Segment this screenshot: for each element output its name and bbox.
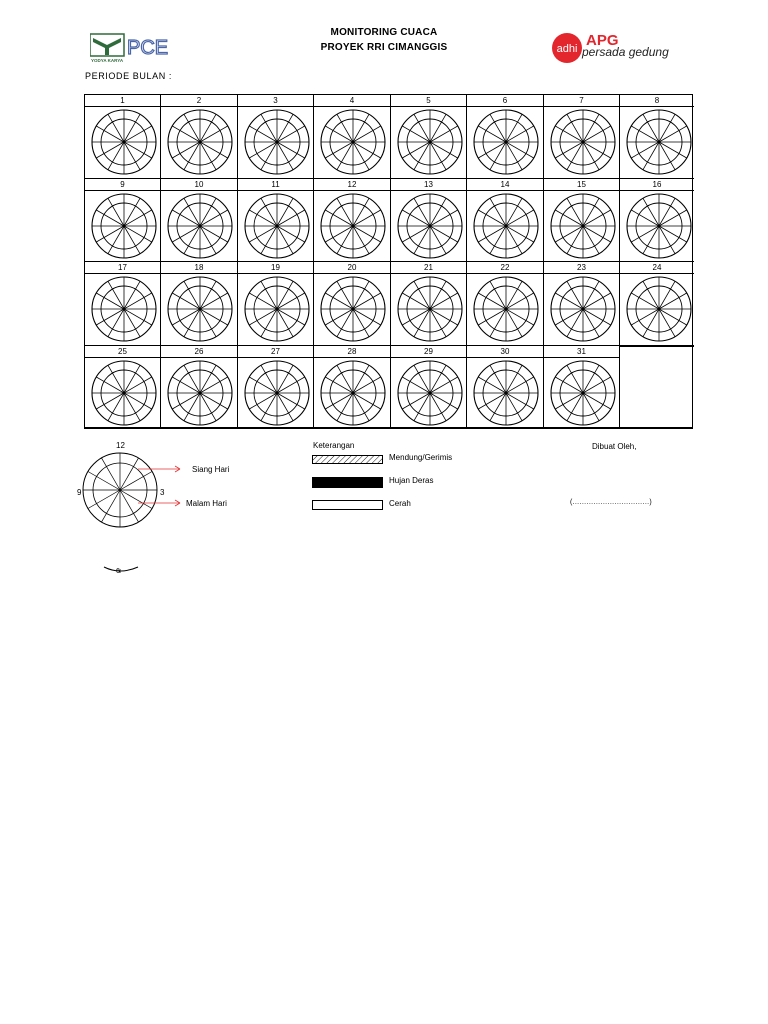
calendar-day-cell: [161, 179, 238, 262]
legend-label-hujan: Hujan Deras: [389, 476, 434, 485]
weather-clock-dial[interactable]: [320, 360, 386, 426]
calendar-day-cell: [544, 262, 620, 346]
day-number: 4: [314, 95, 390, 107]
day-number: 6: [467, 95, 543, 107]
day-number: 12: [314, 179, 390, 191]
day-number: 19: [238, 262, 313, 274]
clock-bottom-arc: [102, 565, 142, 577]
night-label: Malam Hari: [186, 499, 227, 508]
day-number: 7: [544, 95, 619, 107]
day-number: 20: [314, 262, 390, 274]
day-number: 25: [85, 346, 160, 358]
calendar-day-cell: [620, 262, 694, 346]
weather-clock-dial[interactable]: [626, 193, 692, 259]
calendar-day-cell: [620, 179, 694, 262]
weather-clock-dial[interactable]: [244, 193, 310, 259]
weather-clock-dial[interactable]: [167, 276, 233, 342]
day-number: 14: [467, 179, 543, 191]
weather-clock-dial[interactable]: [91, 360, 157, 426]
swatch-hujan: [312, 477, 383, 488]
legend-label-mendung: Mendung/Gerimis: [389, 453, 453, 462]
calendar-day-cell: [85, 346, 161, 429]
adhi-persada-gedung-logo: [552, 31, 686, 65]
weather-clock-dial[interactable]: [473, 109, 539, 175]
calendar-day-cell: [467, 262, 544, 346]
calendar-day-cell: [391, 179, 467, 262]
weather-clock-dial[interactable]: [397, 360, 463, 426]
project-title: PROYEK RRI CIMANGGIS: [320, 42, 448, 53]
weather-clock-dial[interactable]: [550, 193, 616, 259]
day-number: 8: [620, 95, 694, 107]
weather-clock-dial[interactable]: [91, 276, 157, 342]
svg-text:persada gedung: persada gedung: [582, 45, 669, 59]
weather-clock-dial[interactable]: [397, 109, 463, 175]
calendar-day-cell: [314, 95, 391, 179]
calendar-day-cell: [544, 346, 620, 429]
weather-clock-dial[interactable]: [473, 276, 539, 342]
weather-clock-dial[interactable]: [167, 109, 233, 175]
weather-clock-dial[interactable]: [550, 109, 616, 175]
day-number: 2: [161, 95, 237, 107]
swatch-cerah: [312, 500, 383, 510]
day-number: 10: [161, 179, 237, 191]
calendar-day-cell: [85, 262, 161, 346]
day-number: 21: [391, 262, 466, 274]
calendar-day-cell: [238, 262, 314, 346]
calendar-day-cell: [161, 95, 238, 179]
day-number: 23: [544, 262, 619, 274]
weather-clock-dial[interactable]: [244, 276, 310, 342]
weather-clock-dial[interactable]: [320, 193, 386, 259]
calendar-day-cell: [620, 95, 694, 179]
weather-clock-dial[interactable]: [397, 276, 463, 342]
day-number: 28: [314, 346, 390, 358]
calendar-day-cell: [314, 346, 391, 429]
day-number: 11: [238, 179, 313, 191]
weather-clock-dial[interactable]: [550, 360, 616, 426]
calendar-day-cell: [85, 179, 161, 262]
weather-clock-dial[interactable]: [167, 193, 233, 259]
calendar-day-cell: [314, 262, 391, 346]
day-number: 29: [391, 346, 466, 358]
weather-clock-dial[interactable]: [473, 360, 539, 426]
svg-text:APG: APG: [586, 32, 619, 49]
weather-clock-dial[interactable]: [320, 276, 386, 342]
day-number: 18: [161, 262, 237, 274]
svg-text:YODYA KARYA: YODYA KARYA: [91, 58, 124, 63]
yodya-karya-logo: [90, 33, 174, 63]
calendar-day-cell: [467, 95, 544, 179]
clock-label-6: 6: [116, 568, 120, 575]
svg-text:adhi: adhi: [556, 43, 578, 55]
svg-text:PCE: PCE: [127, 37, 169, 59]
calendar-day-cell: [544, 95, 620, 179]
clock-label-9: 9: [77, 488, 82, 497]
day-number: 31: [544, 346, 619, 358]
day-number: 16: [620, 179, 694, 191]
day-number: 5: [391, 95, 466, 107]
day-number: 17: [85, 262, 160, 274]
weather-clock-dial[interactable]: [244, 360, 310, 426]
calendar-grid: [84, 94, 693, 429]
calendar-day-cell: [544, 179, 620, 262]
weather-clock-dial[interactable]: [626, 276, 692, 342]
day-number: 24: [620, 262, 694, 274]
calendar-empty-cell: [620, 346, 694, 429]
swatch-mendung: [312, 455, 383, 464]
weather-clock-dial[interactable]: [91, 193, 157, 259]
calendar-day-cell: [314, 179, 391, 262]
weather-clock-dial[interactable]: [320, 109, 386, 175]
calendar-day-cell: [391, 95, 467, 179]
signature-label: Dibuat Oleh,: [592, 442, 637, 451]
day-number: 27: [238, 346, 313, 358]
day-number: 1: [85, 95, 160, 107]
keterangan-heading: Keterangan: [313, 441, 355, 450]
weather-clock-dial[interactable]: [397, 193, 463, 259]
calendar-day-cell: [161, 346, 238, 429]
weather-clock-dial[interactable]: [91, 109, 157, 175]
day-number: 26: [161, 346, 237, 358]
legend-arrows: [136, 462, 186, 512]
calendar-day-cell: [391, 262, 467, 346]
calendar-day-cell: [467, 179, 544, 262]
weather-clock-dial[interactable]: [550, 276, 616, 342]
calendar-day-cell: [85, 95, 161, 179]
calendar-day-cell: [391, 346, 467, 429]
calendar-day-cell: [467, 346, 544, 429]
document-title: MONITORING CUACA: [330, 27, 438, 38]
day-number: 15: [544, 179, 619, 191]
legend-label-cerah: Cerah: [389, 499, 411, 508]
weather-clock-dial[interactable]: [167, 360, 233, 426]
calendar-day-cell: [238, 179, 314, 262]
clock-label-12: 12: [116, 441, 125, 450]
clock-label-3: 3: [160, 488, 165, 497]
day-number: 13: [391, 179, 466, 191]
weather-clock-dial[interactable]: [244, 109, 310, 175]
calendar-day-cell: [238, 95, 314, 179]
periode-label: PERIODE BULAN :: [85, 71, 173, 81]
calendar-day-cell: [161, 262, 238, 346]
weather-clock-dial[interactable]: [626, 109, 692, 175]
signature-line: (……………………………): [570, 499, 652, 506]
day-number: 3: [238, 95, 313, 107]
day-number: 30: [467, 346, 543, 358]
day-number: 9: [85, 179, 160, 191]
day-number: 22: [467, 262, 543, 274]
day-label: Siang Hari: [192, 465, 230, 474]
calendar-day-cell: [238, 346, 314, 429]
weather-clock-dial[interactable]: [473, 193, 539, 259]
